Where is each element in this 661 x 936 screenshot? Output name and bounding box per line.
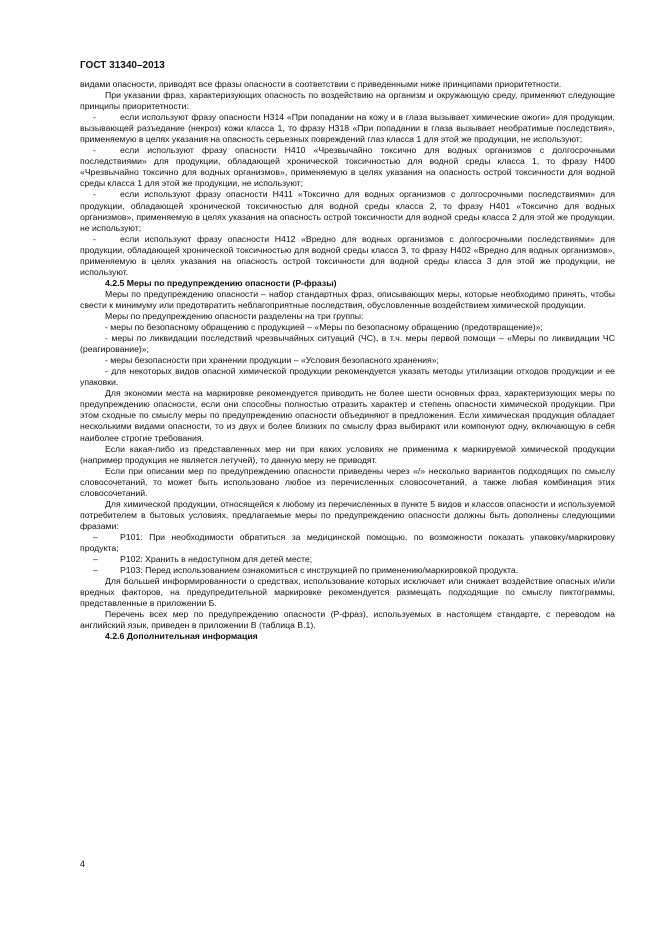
paragraph	[80, 311, 615, 322]
list-item: - если используют фразу опасности Н410 «Чрезвычайно токсично для водных организмов с долгосрочными последствиями» для продукции, обладающей хронической токсичностью для водной среды класса 1, то фразу Н400 «Чрезвычайно токсично для водных организмов», применяемую в целях указания на опасность острой токсичности для водной среды класса 1 для этой же продукции, не используют;	[80, 145, 615, 189]
paragraph-text: Если при описании мер по предупреждению опасности приведены через «/» несколько вариантов подходящих по смыслу словосочетаний, то может быть использовано любое из перечисленных словосочетаний, а также любая комбинация этих словосочетаний.	[80, 465, 615, 498]
paragraph-text: Для большей информированности о средствах, использование которых исключает или снижает воздействие опасных и/или вредных факторов, на предупредительной маркировке рекомендуется размещать подходящие по смыслу пиктограммы, представленные в приложении Б.	[80, 576, 615, 609]
page-header: ГОСТ 31340–2013	[80, 60, 165, 71]
paragraph-text: Р102: Хранить в недоступном для детей месте;	[120, 554, 313, 565]
section-heading	[80, 631, 615, 642]
paragraph	[80, 90, 615, 112]
paragraph-text: Для экономии места на маркировке рекомендуется приводить не более шести основных фраз, характеризующих меры по предупреждению опасности, если они способны полностью отразить характер и степень опасности химической продукции. При этом сходные по смыслу меры по предупреждению опасности объединяют в предложения. Если химическая продукция обладает несколькими видами опасности, то из двух и более близких по смыслу фраз выбирают или компонуют одну, включающую в себя наиболее строгие требования.	[80, 388, 615, 443]
paragraph	[80, 576, 615, 609]
paragraph	[80, 444, 615, 466]
paragraph	[80, 79, 615, 90]
section-heading	[80, 278, 615, 289]
paragraph-text: если используют фразу опасности Н410 «Чрезвычайно токсично для водных организмов с долгосрочными последствиями» для продукции, обладающей хронической токсичностью для водной среды класса 1, то фразу Н400 «Чрезвычайно токсично для водных организмов», применяемую в целях указания на опасность острой токсичности для водной среды класса 1 для этой же продукции, не используют;	[80, 145, 615, 189]
paragraph-text: 4.2.5 Меры по предупреждению опасности (Р-фразы)	[105, 277, 337, 288]
paragraph	[80, 499, 615, 532]
paragraph-text: Для химической продукции, относящейся к любому из перечисленных в пункте 5 видов и классов опасности и используемой потребителем в бытовых условиях, предлагаемые меры по предупреждению опасности должны быть дополнены следующими фразами:	[80, 498, 615, 531]
paragraph-text: Р101: При необходимости обратиться за медицинской помощью, по возможности показать упаковку/маркировку продукта;	[80, 531, 615, 553]
paragraph	[80, 366, 615, 388]
page-number: 4	[80, 859, 86, 869]
list-item: - если используют фразу опасности Н412 «Вредно для водных организмов с долгосрочными последствиями» для продукции, обладающей хронической токсичностью для водной среды класса 3, то фразу Н402 «Вредно для водных организмов», применяемую в целях указания на опасность острой токсичности для водной среды класса 3 для этой же продукции, не используют.	[80, 233, 615, 277]
paragraph-text: Если какая-либо из представленных мер ни при каких условиях не применима к маркируемой химической продукции (например продукция не является летучей), то данную меру не приводят.	[80, 443, 615, 465]
paragraph	[80, 333, 615, 355]
paragraph-text: Меры по предупреждению опасности – набор стандартных фраз, описывающих меры, которые необходимо принять, чтобы свести к минимуму или предотвратить неблагоприятные последствия, обусловленные воздействием химической продукции.	[80, 288, 615, 310]
paragraph-text: Меры по предупреждению опасности разделены на три группы:	[105, 310, 364, 321]
paragraph-text: - меры по ликвидации последствий чрезвычайных ситуаций (ЧС), в т.ч. меры первой помощи – «Меры по ликвидации ЧС (реагирование)»;	[80, 333, 615, 355]
paragraph	[80, 466, 615, 499]
paragraph-text: если используют фразу опасности Н411 «Токсично для водных организмов с долгосрочными последствиями» для продукции, обладающей хронической токсичностью для водной среды класса 2, то фразу Н401 «Токсично для водных организмов», применяемую в целях указания на опасность острой токсичности для водной среды класса 2 для этой же продукции, не используют;	[80, 189, 615, 233]
document-page	[80, 60, 615, 642]
list-item: - если используют фразу опасности Н411 «Токсично для водных организмов с долгосрочными последствиями» для продукции, обладающей хронической токсичностью для водной среды класса 2, то фразу Н401 «Токсично для водных организмов», применяемую в целях указания на опасность острой токсичности для водной среды класса 2 для этой же продукции, не используют;	[80, 189, 615, 233]
list-item: – Р101: При необходимости обратиться за медицинской помощью, по возможности показать упаковку/маркировку продукта;	[80, 531, 615, 553]
paragraph-text: Перечень всех мер по предупреждению опасности (Р-фраз), используемых в настоящем стандарте, с переводом на английский язык, приведен в приложении В (таблица В.1).	[80, 609, 615, 631]
paragraph-text: При указании фраз, характеризующих опасность по воздействию на организм и окружающую среду, применяют следующие принципы приоритетности:	[80, 90, 615, 112]
paragraph	[80, 609, 615, 631]
paragraph-text: видами опасности, приводят все фразы опасности в соответствии с приведенными ниже принципами приоритетности.	[80, 79, 562, 89]
list-item: – Р102: Хранить в недоступном для детей месте;	[93, 554, 313, 565]
paragraph	[80, 388, 615, 443]
paragraph-text: если используют фразу опасности Н412 «Вредно для водных организмов с долгосрочными последствиями» для продукции, обладающей хронической токсичностью для водной среды класса 3, то фразу Н402 «Вредно для водных организмов», применяемую в целях указания на опасность острой токсичности для водной среды класса 3 для этой же продукции, не используют.	[80, 233, 615, 277]
paragraph	[80, 322, 615, 333]
document-body	[80, 79, 615, 642]
paragraph-text: 4.2.6 Дополнительная информация	[105, 631, 258, 642]
paragraph-text: - для некоторых видов опасной химической продукции рекомендуется указать методы утилизации отходов продукции и ее упаковки.	[80, 366, 615, 388]
paragraph-text: если используют фразу опасности Н314 «При попадании на кожу и в глаза вызывает химические ожоги» для продукции, вызывающей разъедание (некроз) кожи класса 1, то фразу Н318 «При попадании в глаза вызывает необратимые последствия», применяемую в целях указания на опасность серьезных повреждений глаз класса 1 для этой же продукции, не используют;	[80, 112, 615, 145]
list-item: - если используют фразу опасности Н314 «При попадании на кожу и в глаза вызывает химические ожоги» для продукции, вызывающей разъедание (некроз) кожи класса 1, то фразу Н318 «При попадании в глаза вызывает необратимые последствия», применяемую в целях указания на опасность серьезных повреждений глаз класса 1 для этой же продукции, не используют;	[80, 112, 615, 145]
list-item: – Р103: Перед использованием ознакомиться с инструкцией по применению/маркировкой продукта.	[93, 565, 519, 576]
paragraph-text: - меры по безопасному обращению с продукцией – «Меры по безопасному обращению (предотвращение)»;	[105, 322, 543, 333]
paragraph-text: Р103: Перед использованием ознакомиться с инструкцией по применению/маркировкой продукта.	[120, 565, 519, 576]
paragraph-text: - меры безопасности при хранении продукции – «Условия безопасного хранения»;	[105, 355, 439, 366]
paragraph	[80, 289, 615, 311]
paragraph	[80, 355, 615, 366]
